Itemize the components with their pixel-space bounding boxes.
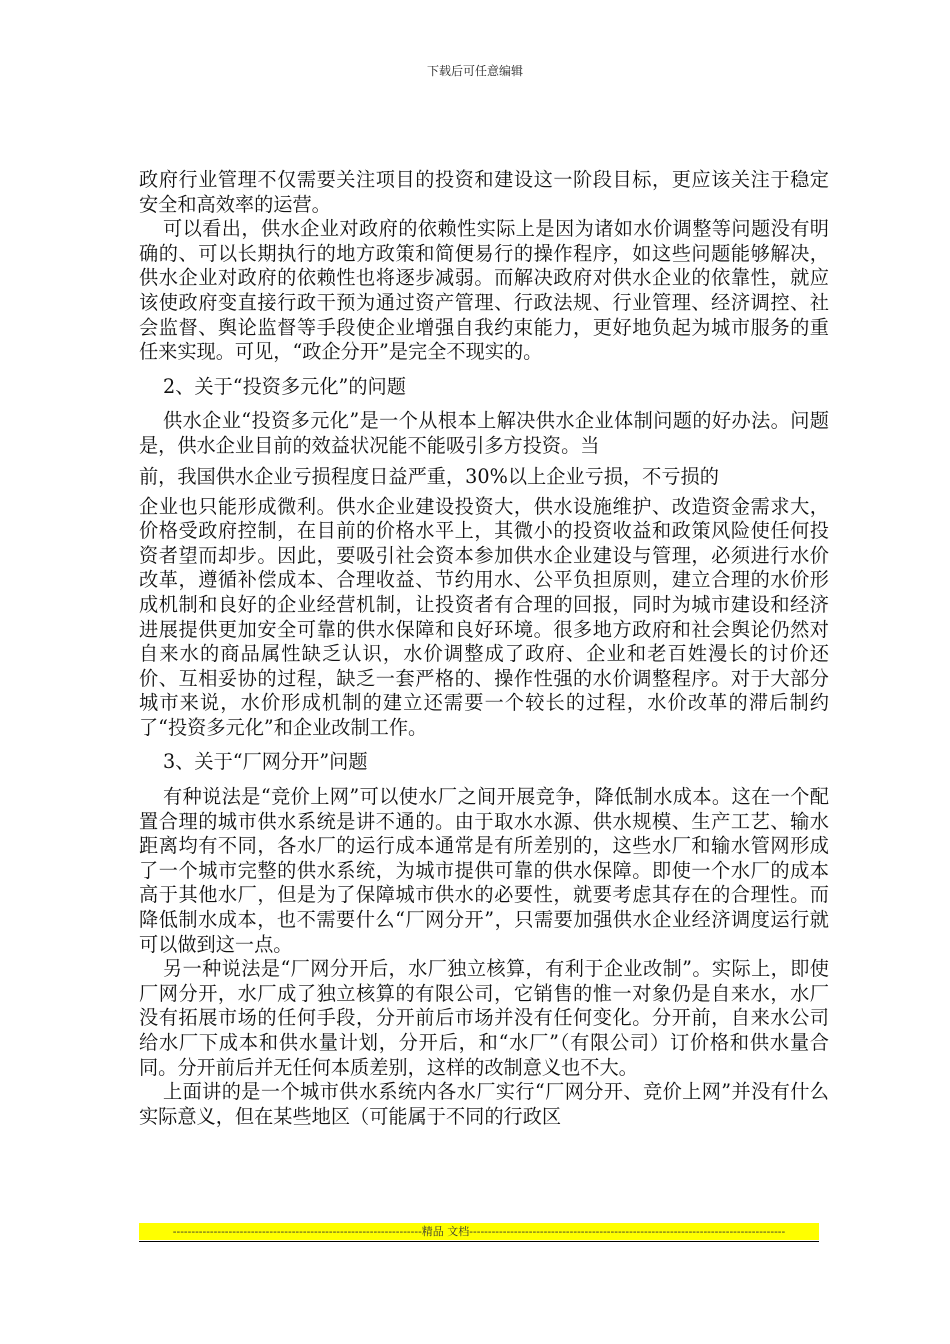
page-footer: -------------------------------------------------------------------精品 文档------------------------------------------------------------------------------------- xyxy=(139,1223,819,1240)
section-heading: 3、关于“厂网分开”问题 xyxy=(163,750,368,774)
paragraph: 另一种说法是“厂网分开后，水厂独立核算，有利于企业改制”。实际上，即使厂网分开，水厂成了独立核算的有限公司，它销售的惟一对象仍是自来水，水厂没有拓展市场的任何手段，分开前后市场并没有任何变化。分开前，自来水公司给水厂下成本和供水量计划，分开后，和“水厂”（有限公司）订价格和供水量合同。分开前后并无任何本质差别，这样的改制意义也不大。 xyxy=(139,957,829,1079)
paragraph: 政府行业管理不仅需要关注项目的投资和建设这一阶段目标，更应该关注于稳定安全和高效率的运营。 xyxy=(139,168,829,216)
paragraph: 前，我国供水企业亏损程度日益严重，30%以上企业亏损，不亏损的 xyxy=(139,464,719,488)
paragraph: 有种说法是“竞价上网”可以使水厂之间开展竞争，降低制水成本。这在一个配置合理的城市供水系统是讲不通的。由于取水水源、供水规模、生产工艺、输水距离均有不同，各水厂的运行成本通常是有所差别的，这些水厂和输水管网形成了一个城市完整的供水系统，为城市提供可靠的供水保障。即使一个水厂的成本高于其他水厂，但是为了保障城市供水的必要性，就要考虑其存在的合理性。而降低制水成本，也不需要什么“厂网分开”，只需要加强供水企业经济调度运行就可以做到这一点。 xyxy=(139,785,829,956)
paragraph: 企业也只能形成微利。供水企业建设投资大，供水设施维护、改造资金需求大，价格受政府控制，在目前的价格水平上，其微小的投资收益和政策风险使任何投资者望而却步。因此，要吸引社会资本参加供水企业建设与管理，必须进行水价改革，遵循补偿成本、合理收益、节约用水、公平负担原则，建立合理的水价形成机制和良好的企业经营机制，让投资者有合理的回报，同时为城市建设和经济进展提供更加安全可靠的供水保障和良好环境。很多地方政府和社会舆论仍然对自来水的商品属性缺乏认识，水价调整成了政府、企业和老百姓漫长的讨价还价、互相妥协的过程，缺乏一套严格的、操作性强的水价调整程序。对于大部分城市来说，水价形成机制的建立还需要一个较长的过程，水价改革的滞后制约了“投资多元化”和企业改制工作。 xyxy=(139,494,829,739)
paragraph: 可以看出，供水企业对政府的依赖性实际上是因为诸如水价调整等问题没有明确的、可以长期执行的地方政策和简便易行的操作程序，如这些问题能够解决，供水企业对政府的依赖性也将逐步减弱。而解决政府对供水企业的依靠性，就应该使政府变直接行政干预为通过资产管理、行政法规、行业管理、经济调控、社会监督、舆论监督等手段使企业增强自我约束能力，更好地负起为城市服务的重任来实现。可见，“政企分开”是完全不现实的。 xyxy=(139,217,829,364)
paragraph: 供水企业“投资多元化”是一个从根本上解决供水企业体制问题的好办法。问题是，供水企业目前的效益状况能不能吸引多方投资。当 xyxy=(139,409,829,457)
footer-divider xyxy=(139,1241,819,1242)
section-heading: 2、关于“投资多元化”的问题 xyxy=(163,374,406,398)
document-body xyxy=(139,168,829,1129)
paragraph: 上面讲的是一个城市供水系统内各水厂实行“厂网分开、竞价上网”并没有什么实际意义，但在某些地区（可能属于不同的行政区 xyxy=(139,1080,829,1128)
page-header: 下载后可任意编辑 xyxy=(426,64,523,78)
